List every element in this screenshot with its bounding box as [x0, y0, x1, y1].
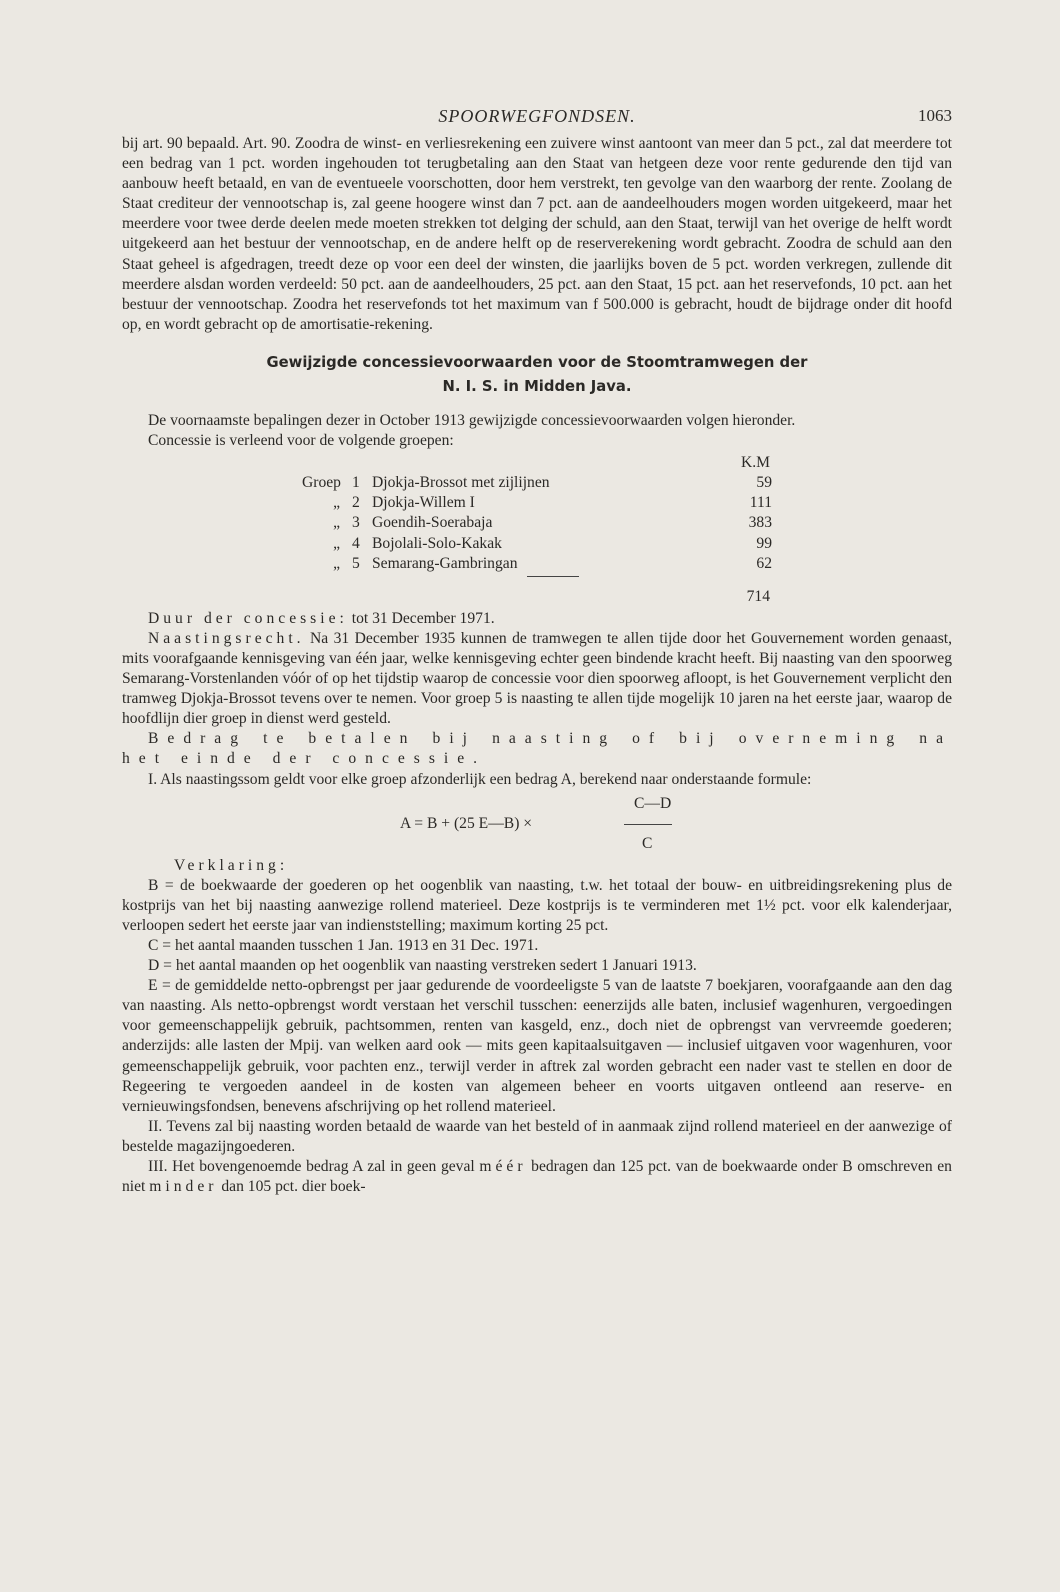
group-name: Djokja-Willem I: [372, 494, 475, 512]
group-number: 1: [352, 474, 360, 492]
page-number: 1063: [918, 106, 952, 125]
formula: [122, 794, 952, 854]
table-row: [302, 493, 772, 513]
formula-numerator: C—D: [634, 794, 672, 812]
naasting-text: Na 31 December 1935 kunnen de tramwegen te allen tijde door het Gouvernement worden genaast, mits voorafgaande kennisgeving van één jaar, welke kennisgeving echter geen bindende kracht heeft. Bij naasting van den spoorweg Semarang-Vorstenlanden vóór of op het tijdstip waarop de concessie voor dien spoorweg afloopt, is het Gouvernement verplicht den tramweg Djokja-Brossot tevens over te nemen. Voor groep 5 is naasting te allen tijde mogelijk 10 jaren na het eerste jaar, waarop de hoofdlijn dier groep in dienst werd gesteld.: [122, 629, 952, 728]
section-heading: [122, 351, 952, 399]
definition-E: E = de gemiddelde netto-opbrengst per jaar gedurende de voordeeligste 5 van de laatste 7 boekjaren, voorafgaande aan den dag van naasting. Als netto-opbrengst wordt verstaan het verschil tusschen: eenerzijds alle baten, inclusief wagenhuren, vergoedingen voor gemeenschappelijk gebruik, pachtsommen, renten van kasgeld, enz., doch niet de opbrengst van vervreemde goederen; anderzijds: alle lasten der Mpij. van welken aard ook — mits geen kapitaalsuitgaven — inclusief uitgaven voor wagenhuren, voor gemeenschappelijk gebruik, voor pachten enz., terwijl verder in aftrek zal worden gebracht een nader vast te stellen en door de Regeering te vergoeden aandeel in de kosten van algemeen beheer en voorts uitgaven ontleend aan reserve- en vernieuwingsfondsen, benevens afschrijving op het rollend materieel.: [122, 977, 952, 1115]
page-content: [122, 96, 952, 1197]
duur-label: Duur der concessie:: [148, 609, 348, 627]
group-km: 383: [748, 514, 772, 532]
group-prefix: „: [333, 494, 340, 512]
paragraph-II: II. Tevens zal bij naasting worden betaald de waarde van het besteld of in aanmaak zijnd rollend materieel en der aanwezige of bestelde magazijngoederen.: [122, 1117, 952, 1155]
km-column-header: K.M: [740, 454, 770, 472]
group-name: Djokja-Brossot met zijlijnen: [372, 474, 550, 492]
formula-fraction-line: [624, 824, 672, 825]
group-prefix: „: [333, 554, 340, 572]
definition-B: B = de boekwaarde der goederen op het oogenblik van naasting, t.w. het totaal der bouw- en uitbreidingsrekening plus de kostprijs van het bij naasting aanwezige rollend materieel. Deze kostprijs is te verminderen met 1½ pct. voor elk kalenderjaar, verloopen sedert het eerste jaar van indienststelling; maximum korting 25 pct.: [122, 876, 952, 934]
groups-table: [302, 453, 772, 574]
bedrag-heading: Bedrag te betalen bij naasting of bij overneming na het einde der concessie.: [122, 730, 952, 768]
table-row: [302, 473, 772, 493]
paragraph-III-minder: minder: [149, 1178, 218, 1196]
definition-D: D = het aantal maanden op het oogenblik van naasting verstreken sedert 1 Januari 1913.: [148, 957, 697, 975]
paragraph-III-mid: bedragen dan 125 pct. van de boekwaarde onder B omschreven en niet: [122, 1158, 952, 1196]
naasting-paragraph: [122, 629, 952, 729]
formula-denominator: C: [642, 834, 653, 852]
definition-C: C = het aantal maanden tusschen 1 Jan. 1913 en 31 Dec. 1971.: [148, 937, 539, 954]
running-title: SPOORWEGFONDSEN.: [438, 106, 636, 126]
table-row: [302, 513, 772, 533]
group-name: Semarang-Gambringan: [372, 554, 518, 572]
page-header: [122, 96, 952, 134]
group-km: 62: [756, 554, 772, 572]
groups-intro-paragraph: Concessie is verleend voor de volgende groepen:: [148, 432, 454, 450]
paragraph-III-meer: méér: [479, 1158, 527, 1176]
group-number: 3: [352, 514, 360, 532]
section-intro-paragraph: De voornaamste bepalingen dezer in October 1913 gewijzigde concessievoorwaarden volgen hieronder.: [148, 411, 796, 429]
paragraph-III-start: III. Het bovengenoemde bedrag A zal in geen geval: [148, 1158, 480, 1176]
group-number: 5: [352, 554, 360, 572]
duur-text: tot 31 December 1971.: [347, 609, 495, 627]
group-prefix: „: [333, 534, 340, 552]
table-row: [302, 554, 772, 574]
verklaring-label: Verklaring:: [174, 856, 289, 874]
formula-main: A = B + (25 E—B) ×: [400, 814, 533, 832]
group-prefix: Groep: [302, 474, 341, 492]
group-km: 99: [756, 534, 772, 552]
paragraph-I: I. Als naastingssom geldt voor elke groep afzonderlijk een bedrag A, berekend naar onderstaande formule:: [148, 770, 812, 788]
group-km: 111: [749, 494, 772, 512]
section-heading-line2: N. I. S. in Midden Java.: [442, 377, 632, 395]
group-km: 59: [756, 474, 772, 492]
total-rule: [527, 576, 579, 577]
section-heading-line1: Gewijzigde concessievoorwaarden voor de Stoomtramwegen der: [266, 353, 808, 371]
group-number: 4: [352, 534, 360, 552]
table-row: [302, 534, 772, 554]
group-number: 2: [352, 494, 360, 512]
paragraph-III: [122, 1157, 952, 1197]
group-name: Goendih-Soerabaja: [372, 514, 493, 532]
verklaring-paragraph: [122, 856, 952, 876]
intro-paragraph: bij art. 90 bepaald. Art. 90. Zoodra de winst- en verliesrekening een zuivere winst aantoont van meer dan 5 pct., zal dat meerdere tot een bedrag van 1 pct. worden ingehouden tot terugbetaling aan den Staat van hetgeen deze voor rente gedurende den tijd van aanbouw heeft betaald, en van de eventueele voorschotten, door hem verstrekt, ten gevolge van den waarborg der rente. Zoolang de Staat crediteur der vennootschap is, zal geene hoogere winst dan 7 pct. aan de aandeelhouders mogen worden uitgekeerd, maar het meerdere voor twee derde deelen mede moeten strekken tot delging der schuld, aan den Staat, terwijl van het overige de helft wordt uitgekeerd aan het bestuur der vennootschap, en de andere helft op de reserverekening wordt gebracht. Zoodra de schuld aan den Staat geheel is afgedragen, treedt deze op voor een deel der winsten, die jaarlijks boven de 5 pct. worden verkregen, zullende dit meerdere alsdan worden verdeeld: 50 pct. aan de aandeelhouders, 25 pct. aan den Staat, 15 pct. aan het reservefonds, 10 pct. aan het bestuur der vennootschap. Zoodra het reservefonds tot het maximum van f 500.000 is gebracht, houdt de bijdrage onder dit hoofd op, en wordt gebracht op de amortisatie-rekening.: [122, 135, 952, 333]
naasting-label: Naastingsrecht.: [148, 629, 305, 647]
group-name: Bojolali-Solo-Kakak: [372, 534, 502, 552]
group-prefix: „: [333, 514, 340, 532]
groups-total: 714: [746, 587, 770, 605]
duur-paragraph: [122, 609, 952, 629]
paragraph-III-end: dan 105 pct. dier boek-: [217, 1178, 366, 1196]
